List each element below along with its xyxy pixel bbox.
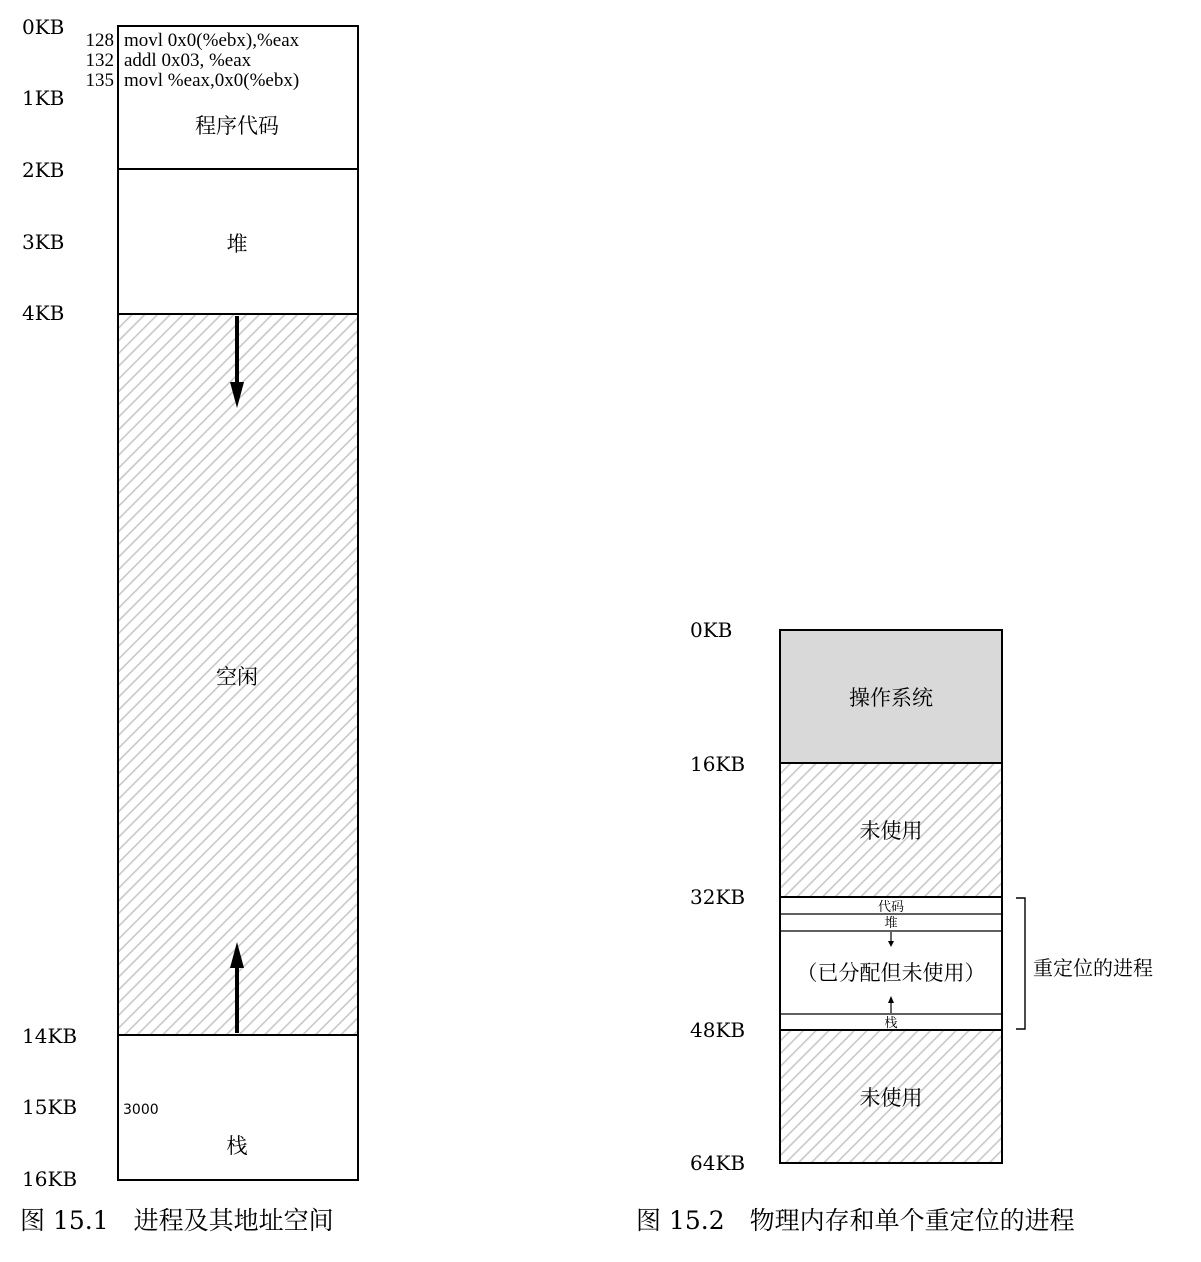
axis-label-48kb: 48KB xyxy=(690,1018,746,1042)
relocated-process-label: 重定位的进程 xyxy=(1033,956,1153,980)
stack-segment-label: 栈 xyxy=(226,1134,248,1158)
axis-label-2kb: 2KB xyxy=(22,158,65,182)
axis-label-16kb: 16KB xyxy=(690,752,746,776)
axis-label-15kb: 15KB xyxy=(22,1095,78,1119)
process-heap-label: 堆 xyxy=(884,916,898,931)
code-instruction: movl 0x0(%ebx),%eax xyxy=(124,30,300,51)
heap-segment-label: 堆 xyxy=(226,232,248,256)
axis-label-32kb: 32KB xyxy=(690,885,746,909)
unused-bottom-label: 未使用 xyxy=(859,1086,923,1110)
code-address: 132 xyxy=(85,50,114,71)
code-instruction: movl %eax,0x0(%ebx) xyxy=(124,70,300,91)
stack-value: 3000 xyxy=(123,1102,159,1118)
axis-label-16kb: 16KB xyxy=(22,1167,78,1191)
axis-label-0kb: 0KB xyxy=(22,15,65,39)
free-segment-label: 空闲 xyxy=(216,665,258,689)
figure-15-2 xyxy=(636,618,1153,1235)
code-segment-label: 程序代码 xyxy=(195,114,279,138)
axis-label-1kb: 1KB xyxy=(22,86,65,110)
code-address: 135 xyxy=(85,70,114,91)
allocated-unused-label: （已分配但未使用） xyxy=(796,961,986,985)
figure-15-2-caption: 图 15.2 物理内存和单个重定位的进程 xyxy=(636,1206,1075,1235)
code-instruction: addl 0x03, %eax xyxy=(124,50,252,71)
figure-15-1 xyxy=(20,15,358,1235)
axis-label-0kb: 0KB xyxy=(690,618,733,642)
os-segment-label: 操作系统 xyxy=(849,686,933,710)
unused-top-label: 未使用 xyxy=(859,819,923,843)
axis-label-3kb: 3KB xyxy=(22,230,65,254)
axis-label-14kb: 14KB xyxy=(22,1024,78,1048)
figure-15-1-caption: 图 15.1 进程及其地址空间 xyxy=(20,1206,334,1235)
process-stack-label: 栈 xyxy=(884,1016,898,1031)
code-address: 128 xyxy=(85,30,114,51)
axis-label-4kb: 4KB xyxy=(22,301,65,325)
relocated-process-bracket xyxy=(1016,898,1025,1029)
process-code-label: 代码 xyxy=(877,900,905,915)
axis-label-64kb: 64KB xyxy=(690,1151,746,1175)
